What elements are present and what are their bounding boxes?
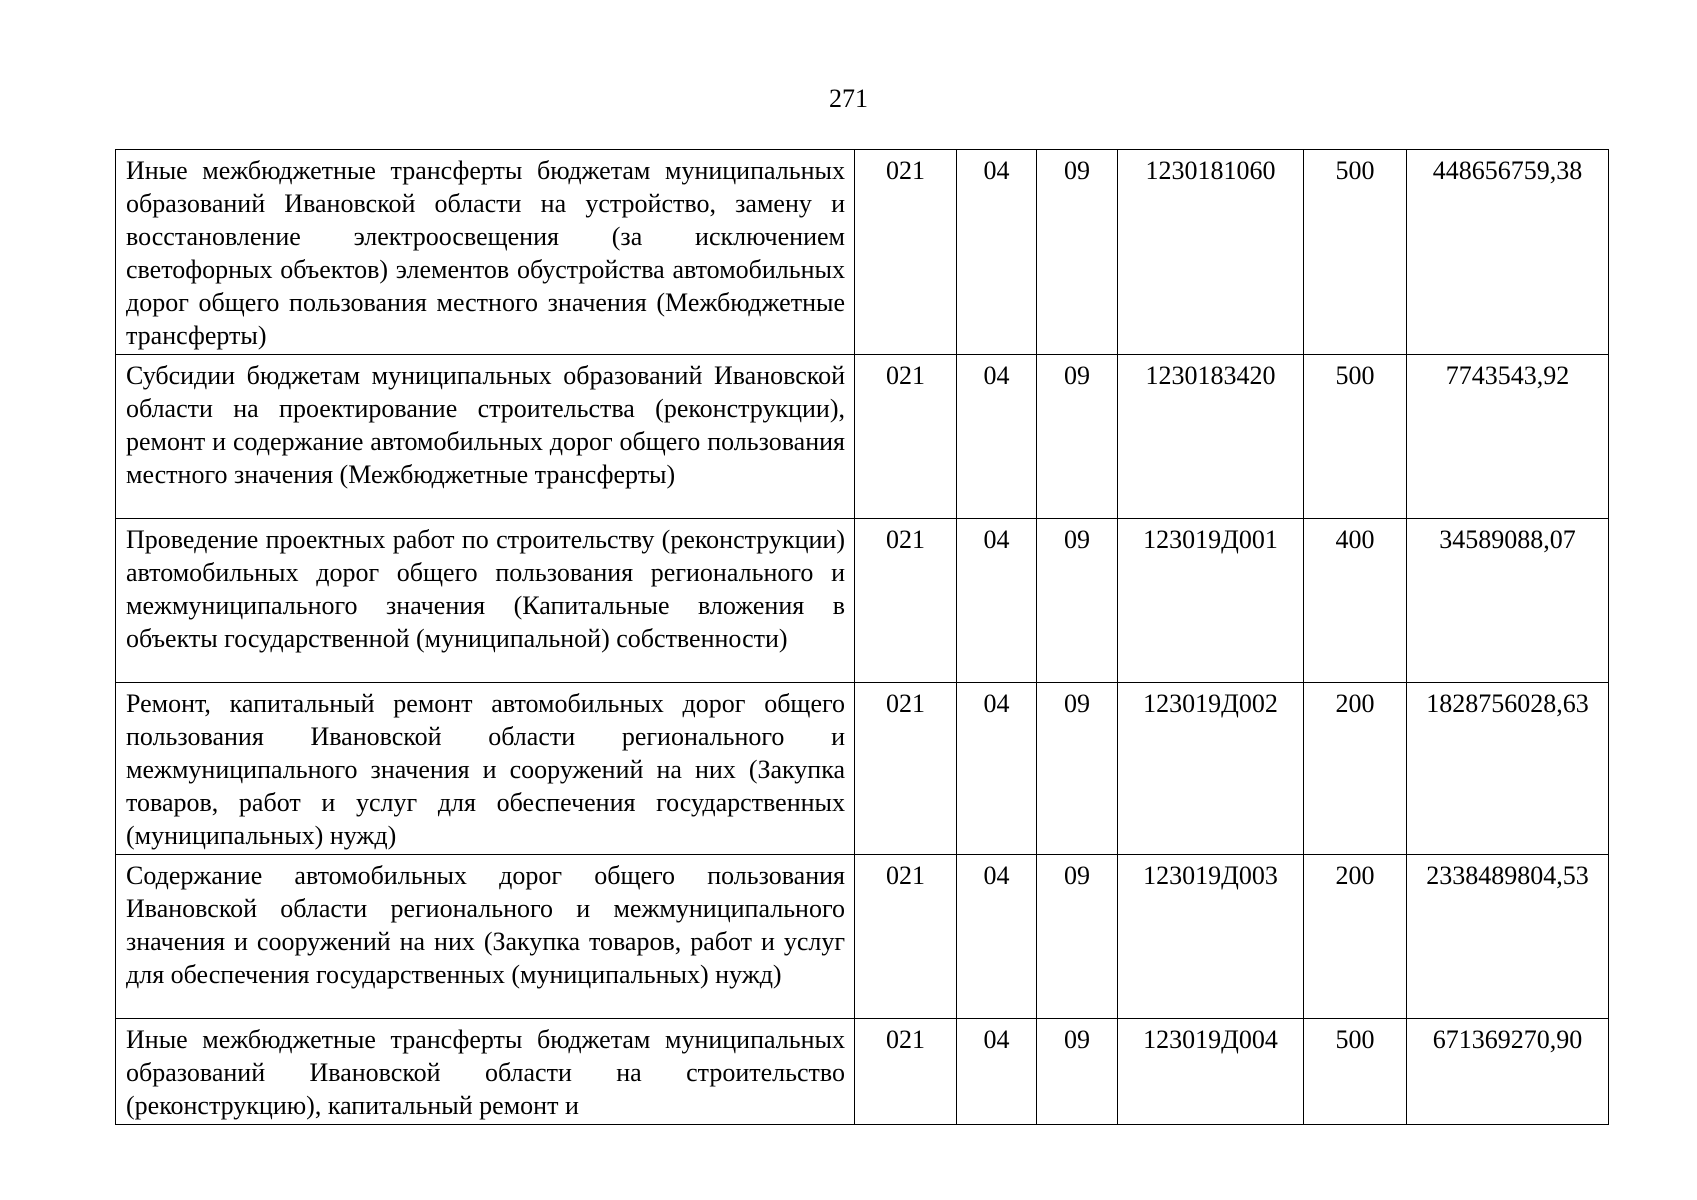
- row-expense-type: 500: [1304, 150, 1407, 355]
- row-expense-type: 200: [1304, 683, 1407, 855]
- row-description: Иные межбюджетные трансферты бюджетам муниципальных образований Ивановской области на строительство (реконструкцию), капитальный ремонт и: [116, 1019, 855, 1125]
- row-target: 123019Д003: [1118, 855, 1304, 1019]
- row-description: Ремонт, капитальный ремонт автомобильных дорог общего пользования Ивановской области регионального и межмуниципального значения и сооружений на них (Закупка товаров, работ и услуг для обеспечения государственных (муниципальных) нужд): [116, 683, 855, 855]
- budget-table: [115, 149, 1609, 1125]
- row-code: 021: [855, 1019, 957, 1125]
- row-amount: 448656759,38: [1407, 150, 1609, 355]
- row-subsection: 09: [1037, 355, 1118, 519]
- row-section: 04: [957, 1019, 1037, 1125]
- row-amount: 1828756028,63: [1407, 683, 1609, 855]
- row-amount: 671369270,90: [1407, 1019, 1609, 1125]
- table-row: [116, 855, 1609, 1019]
- row-amount: 2338489804,53: [1407, 855, 1609, 1019]
- row-target: 123019Д002: [1118, 683, 1304, 855]
- row-section: 04: [957, 150, 1037, 355]
- row-subsection: 09: [1037, 683, 1118, 855]
- row-subsection: 09: [1037, 150, 1118, 355]
- table-row: [116, 355, 1609, 519]
- row-target: 123019Д004: [1118, 1019, 1304, 1125]
- row-subsection: 09: [1037, 519, 1118, 683]
- table-row: [116, 519, 1609, 683]
- row-code: 021: [855, 150, 957, 355]
- row-section: 04: [957, 855, 1037, 1019]
- table-row: [116, 683, 1609, 855]
- table-row: [116, 150, 1609, 355]
- row-amount: 34589088,07: [1407, 519, 1609, 683]
- row-section: 04: [957, 683, 1037, 855]
- row-expense-type: 500: [1304, 1019, 1407, 1125]
- table-row: [116, 1019, 1609, 1125]
- row-code: 021: [855, 855, 957, 1019]
- row-amount: 7743543,92: [1407, 355, 1609, 519]
- row-code: 021: [855, 519, 957, 683]
- row-expense-type: 200: [1304, 855, 1407, 1019]
- row-target: 1230183420: [1118, 355, 1304, 519]
- row-code: 021: [855, 683, 957, 855]
- row-subsection: 09: [1037, 855, 1118, 1019]
- row-expense-type: 500: [1304, 355, 1407, 519]
- row-section: 04: [957, 519, 1037, 683]
- row-target: 123019Д001: [1118, 519, 1304, 683]
- row-description: Иные межбюджетные трансферты бюджетам муниципальных образований Ивановской области на устройство, замену и восстановление электроосвещения (за исключением светофорных объектов) элементов обустройства автомобильных дорог общего пользования местного значения (Межбюджетные трансферты): [116, 150, 855, 355]
- page-number: 271: [829, 84, 868, 113]
- row-section: 04: [957, 355, 1037, 519]
- row-description: Субсидии бюджетам муниципальных образований Ивановской области на проектирование строительства (реконструкции), ремонт и содержание автомобильных дорог общего пользования местного значения (Межбюджетные трансферты): [116, 355, 855, 519]
- row-description: Проведение проектных работ по строительству (реконструкции) автомобильных дорог общего пользования регионального и межмуниципального значения (Капитальные вложения в объекты государственной (муниципальной) собственности): [116, 519, 855, 683]
- row-description: Содержание автомобильных дорог общего пользования Ивановской области регионального и межмуниципального значения и сооружений на них (Закупка товаров, работ и услуг для обеспечения государственных (муниципальных) нужд): [116, 855, 855, 1019]
- row-code: 021: [855, 355, 957, 519]
- row-subsection: 09: [1037, 1019, 1118, 1125]
- row-expense-type: 400: [1304, 519, 1407, 683]
- row-target: 1230181060: [1118, 150, 1304, 355]
